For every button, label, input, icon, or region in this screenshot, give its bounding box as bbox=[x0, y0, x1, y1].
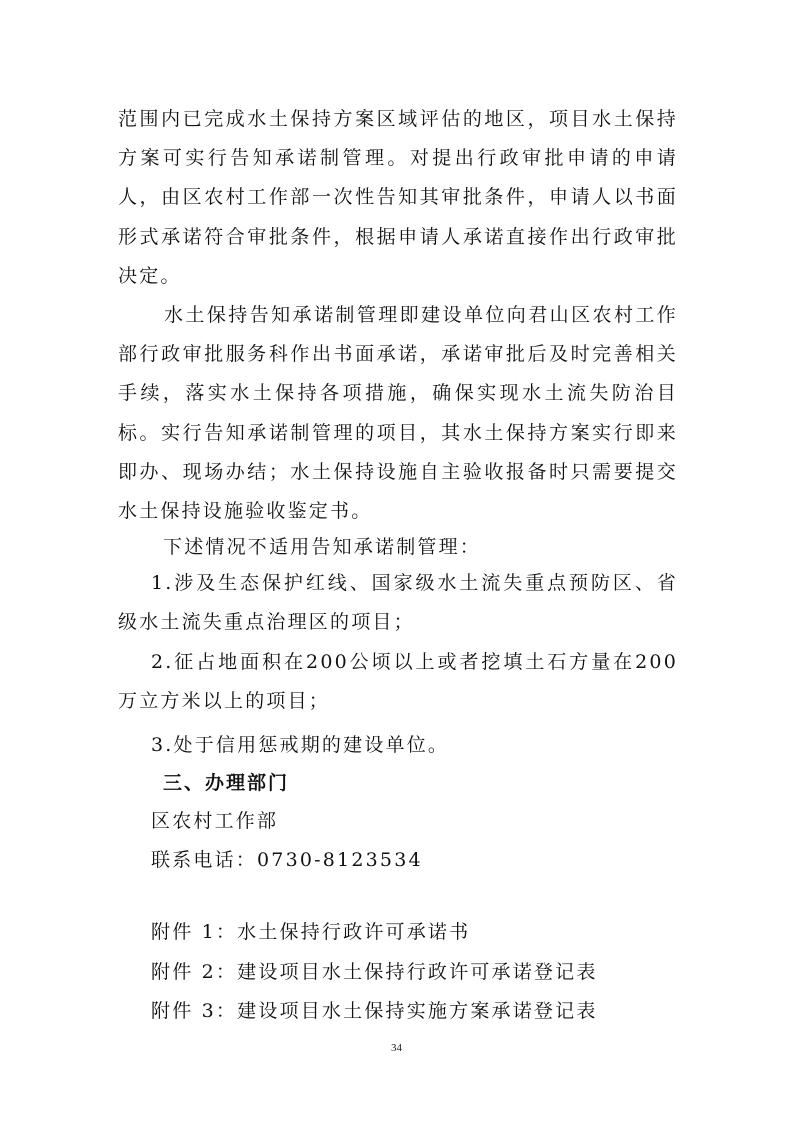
department-name: 区农村工作部 bbox=[151, 810, 279, 832]
paragraph-assessment-scope: 范围内已完成水土保持方案区域评估的地区，项目水土保持方案可实行告知承诺制管理。对提出行政审批申请的申请人，由区农村工作部一次性告知其审批条件，申请人以书面形式承诺符合审批条件，根据申请人承诺直接作出行政审批决定。 bbox=[118, 108, 678, 287]
attachment-3: 附件 3：建设项目水土保持实施方案承诺登记表 bbox=[151, 1000, 598, 1022]
attachment-2: 附件 2：建设项目水土保持行政许可承诺登记表 bbox=[151, 961, 598, 983]
exclusion-item-2: 2.征占地面积在200公顷以上或者挖填土石方量在200万立方米以上的项目； bbox=[118, 651, 678, 713]
section-heading: 三、办理部门 bbox=[163, 772, 290, 794]
exclusion-item-1: 1.涉及生态保护红线、国家级水土流失重点预防区、省级水土流失重点治理区的项目； bbox=[118, 572, 678, 634]
contact-phone: 联系电话：0730-8123534 bbox=[151, 849, 423, 871]
exclusions-intro: 下述情况不适用告知承诺制管理： bbox=[163, 536, 482, 558]
attachment-1: 附件 1：水土保持行政许可承诺书 bbox=[151, 921, 471, 943]
paragraph-commitment-definition: 水土保持告知承诺制管理即建设单位向君山区农村工作部行政审批服务科作出书面承诺，承诺审批后及时完善相关手续，落实水土保持各项措施，确保实现水土流失防治目标。实行告知承诺制管理的项目，其水土保持方案实行即来即办、现场办结；水土保持设施自主验收报备时只需要提交水土保持设施验收鉴定书。 bbox=[118, 304, 678, 523]
exclusion-item-3: 3.处于信用惩戒期的建设单位。 bbox=[151, 734, 450, 756]
page-number: 34 bbox=[391, 1042, 402, 1054]
